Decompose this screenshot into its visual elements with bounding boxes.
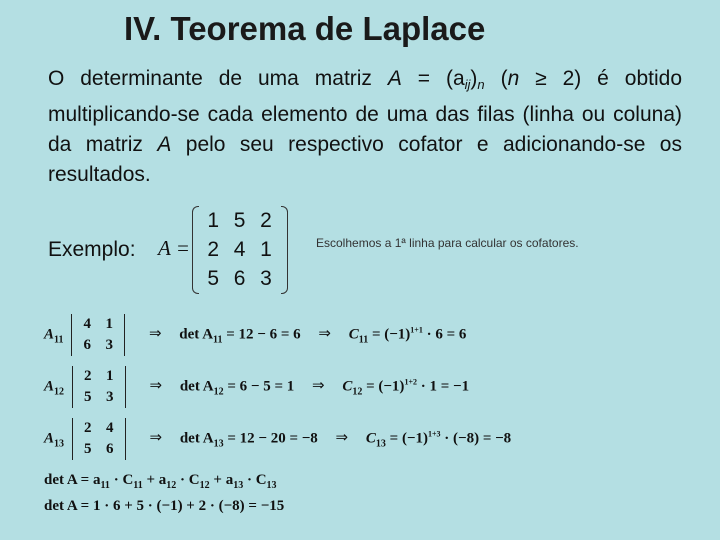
matrix-symbol: A: [387, 67, 402, 90]
minor-cell: 3: [106, 389, 114, 405]
left-bracket: [192, 206, 199, 294]
formula-subscript: 13: [233, 480, 244, 491]
implies-arrow: ⇒: [318, 326, 331, 343]
minor-cell: 1: [106, 368, 114, 384]
formula-part: det A = a: [44, 472, 101, 488]
cofactor-calc: = (−1): [362, 378, 405, 395]
slide-title: IV. Teorema de Laplace: [124, 10, 486, 47]
minor-cell: 4: [106, 420, 114, 436]
minor-cell: 4: [83, 316, 91, 332]
matrix-cell: 1: [207, 209, 220, 232]
det-calc: = 12 − 20 = −8: [223, 430, 318, 447]
cofactor-subscript: 12: [352, 386, 363, 398]
minor-row-3: [44, 418, 511, 460]
right-bracket: [281, 206, 288, 294]
paragraph-text: ≥ 2) é obtido multiplicando-se cada elemento de uma das filas (linha ou coluna) da matriz: [48, 67, 682, 156]
implies-arrow: ⇒: [149, 378, 163, 395]
minor-matrix: [71, 314, 125, 356]
implies-arrow: ⇒: [149, 430, 163, 447]
matrix-cell: 5: [207, 267, 220, 290]
cofactor-subscript: 13: [375, 438, 386, 450]
minor-name: A: [44, 326, 55, 343]
cofactor-note: Escolhemos a 1ª linha para calcular os cofatores.: [316, 236, 579, 250]
minor-cell: 3: [105, 337, 113, 353]
matrix-cell: 1: [260, 238, 272, 261]
minor-matrix: [72, 418, 126, 460]
cofactor-name: C: [348, 326, 359, 343]
det-subscript: 13: [213, 438, 224, 450]
det-calc: = 12 − 6 = 6: [222, 326, 301, 343]
formula-subscript: 11: [100, 480, 110, 491]
minor-matrix: [72, 366, 126, 408]
formula-part: + a: [209, 472, 234, 488]
theorem-paragraph: [48, 64, 682, 190]
minor-row-2: [44, 366, 469, 408]
cofactor-exponent: 1+2: [404, 377, 417, 387]
minor-cell: 5: [84, 441, 92, 457]
matrix-row: [200, 264, 280, 293]
matrix-cell: 3: [260, 267, 272, 290]
minor-name: A: [44, 378, 55, 395]
paragraph-text: (: [484, 67, 508, 90]
matrix-row: [200, 235, 280, 264]
minor-cell: 2: [84, 420, 92, 436]
index-subscript: ij: [464, 77, 471, 92]
minor-row-1: [44, 314, 466, 356]
cofactor-subscript: 11: [358, 334, 369, 346]
matrix-cell: 2: [260, 209, 272, 232]
cofactor-name: C: [365, 430, 376, 447]
implies-arrow: ⇒: [335, 430, 349, 447]
order-subscript: n: [477, 77, 485, 92]
minor-cell: 6: [106, 441, 114, 457]
cofactor-result: · 1 = −1: [417, 378, 470, 395]
minor-subscript: 13: [54, 438, 65, 450]
formula-subscript: 11: [133, 480, 143, 491]
paragraph-text: O determinante de uma matriz: [48, 67, 388, 90]
final-determinant-result: det A = 1 · 6 + 5 · (−1) + 2 · (−8) = −15: [44, 498, 285, 514]
matrix-cell: 5: [233, 209, 246, 232]
matrix-cell: 4: [233, 238, 246, 261]
minor-subscript: 12: [54, 386, 65, 398]
cofactor-exponent: 1+1: [410, 325, 423, 335]
matrix-name: A =: [158, 236, 190, 260]
matrix-symbol: A: [157, 133, 172, 156]
minor-cell: 1: [105, 316, 113, 332]
minor-cell: 6: [83, 337, 91, 353]
cofactor-name: C: [342, 378, 353, 395]
det-subscript: 12: [213, 386, 224, 398]
matrix-cell: 6: [233, 267, 246, 290]
formula-subscript: 12: [199, 480, 210, 491]
cofactor-calc: = (−1): [385, 430, 428, 447]
matrix-row: [200, 206, 280, 235]
formula-part: · C: [176, 472, 200, 488]
cofactor-result: · 6 = 6: [422, 326, 467, 343]
minor-cell: 2: [84, 368, 92, 384]
formula-subscript: 13: [266, 480, 277, 491]
formula-part: + a: [142, 472, 167, 488]
det-subscript: 11: [213, 334, 223, 346]
example-matrix: [192, 204, 288, 294]
order-symbol: n: [507, 67, 520, 90]
minor-name: A: [44, 430, 55, 447]
cofactor-exponent: 1+3: [427, 429, 441, 439]
minor-cell: 5: [84, 389, 92, 405]
det-calc: = 6 − 5 = 1: [223, 378, 295, 395]
formula-part: · C: [243, 472, 267, 488]
laplace-expansion-formula: [44, 472, 277, 491]
paragraph-text: = (a: [401, 67, 465, 90]
formula-part: · C: [109, 472, 134, 488]
det-label: det A: [179, 378, 214, 395]
det-label: det A: [179, 326, 214, 343]
implies-arrow: ⇒: [312, 378, 325, 395]
minor-subscript: 11: [54, 334, 64, 346]
matrix-cell: 2: [207, 238, 220, 261]
paragraph-text: pelo seu respectivo cofator e adicionando-se os resultados.: [48, 133, 682, 186]
implies-arrow: ⇒: [148, 326, 162, 343]
cofactor-calc: = (−1): [368, 326, 411, 343]
cofactor-result: · (−8) = −8: [440, 430, 512, 447]
paragraph-text: ): [470, 67, 478, 90]
formula-subscript: 12: [166, 480, 177, 491]
example-label: Exemplo:: [48, 238, 136, 261]
det-label: det A: [179, 430, 214, 447]
